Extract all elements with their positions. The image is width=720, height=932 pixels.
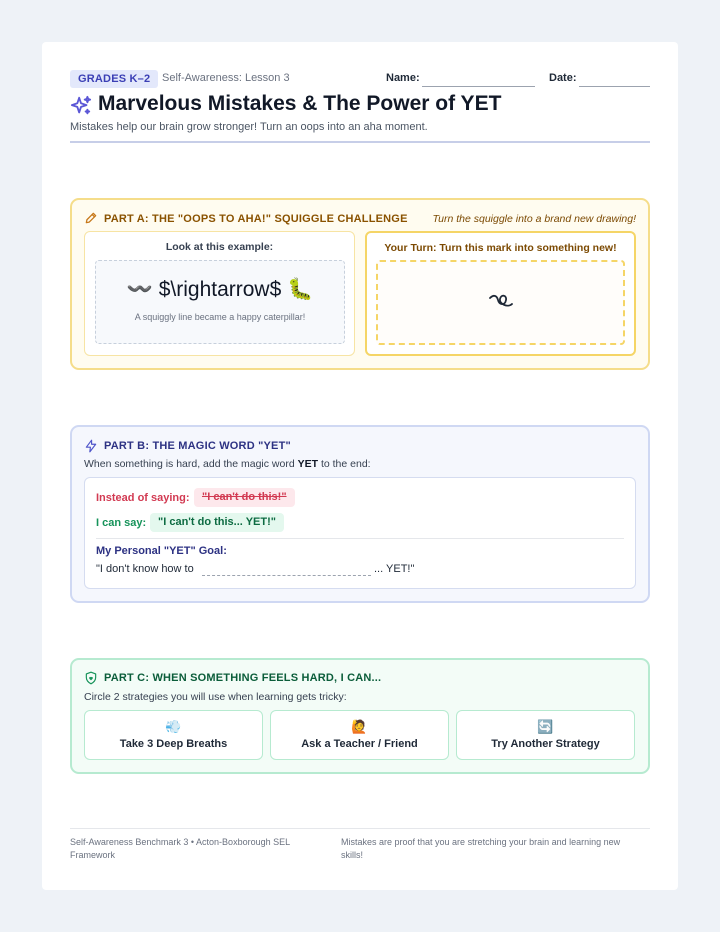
- part-b-title: PART B: THE MAGIC WORD "YET": [104, 440, 291, 452]
- name-label: Name:: [386, 72, 420, 84]
- strategy-card-ask[interactable]: [270, 710, 449, 760]
- footer-left: Self-Awareness Benchmark 3 • Acton-Boxborough SEL Framework: [70, 837, 290, 860]
- footer-divider: [70, 828, 650, 829]
- part-b-description: [84, 458, 371, 470]
- sparkles-icon: [70, 95, 92, 117]
- your-turn-label: Your Turn: Turn this mark into something new!: [384, 242, 617, 254]
- repeat-icon: 🔄: [537, 719, 554, 734]
- example-box: [95, 260, 345, 344]
- date-field[interactable]: [579, 86, 650, 87]
- goal-label: My Personal "YET" Goal:: [96, 545, 227, 557]
- name-field[interactable]: [422, 86, 535, 87]
- pencil-icon: [84, 211, 98, 225]
- header-divider: [70, 141, 650, 143]
- page-subtitle: Mistakes help our brain grow stronger! Turn an oops into an aha moment.: [70, 121, 428, 133]
- instead-phrase: "I can't do this!": [194, 488, 295, 507]
- worksheet-page: [42, 42, 678, 890]
- raised-hand-icon: 🙋: [351, 719, 368, 734]
- part-c-description: Circle 2 strategies you will use when learning gets tricky:: [84, 691, 347, 703]
- date-label: Date:: [549, 72, 577, 84]
- goal-input[interactable]: [202, 575, 371, 576]
- strategy-label: Take 3 Deep Breaths: [119, 738, 228, 750]
- shield-heart-icon: [84, 671, 98, 685]
- example-label: Look at this example:: [165, 241, 274, 253]
- desc-text: When something is hard, add the magic word: [84, 458, 298, 470]
- squiggle-mark-icon: [488, 290, 514, 312]
- strategy-label: Ask a Teacher / Friend: [301, 738, 418, 750]
- say-label: I can say:: [96, 517, 147, 529]
- page-title: Marvelous Mistakes & The Power of YET: [98, 92, 502, 115]
- instead-label: Instead of saying:: [96, 492, 190, 504]
- yet-divider: [96, 538, 624, 539]
- example-symbol: 〰️ $\rightarrow$ 🐛: [126, 278, 314, 301]
- part-c-title: PART C: WHEN SOMETHING FEELS HARD, I CAN...: [104, 672, 382, 684]
- desc-text-end: to the end:: [318, 458, 371, 470]
- part-a-title: PART A: THE "OOPS TO AHA!" SQUIGGLE CHALLENGE: [104, 213, 408, 225]
- grade-badge: GRADES K–2: [70, 70, 158, 88]
- part-a-hint: Turn the squiggle into a brand new drawing!: [432, 213, 636, 225]
- say-phrase: "I can't do this... YET!": [150, 513, 284, 532]
- footer-right: Mistakes are proof that you are stretching your brain and learning new skills!: [341, 837, 621, 860]
- goal-prefix: "I don't know how to: [96, 563, 194, 575]
- example-caption: A squiggly line became a happy caterpillar!: [134, 312, 306, 322]
- lightning-icon: [84, 439, 98, 453]
- wind-icon: 💨: [165, 719, 182, 734]
- strategy-label: Try Another Strategy: [491, 738, 600, 750]
- strategy-card-breathe[interactable]: [84, 710, 263, 760]
- desc-bold: YET: [297, 458, 319, 470]
- lesson-label: Self-Awareness: Lesson 3: [162, 72, 290, 84]
- goal-suffix: ... YET!": [374, 563, 415, 575]
- strategy-card-try[interactable]: [456, 710, 635, 760]
